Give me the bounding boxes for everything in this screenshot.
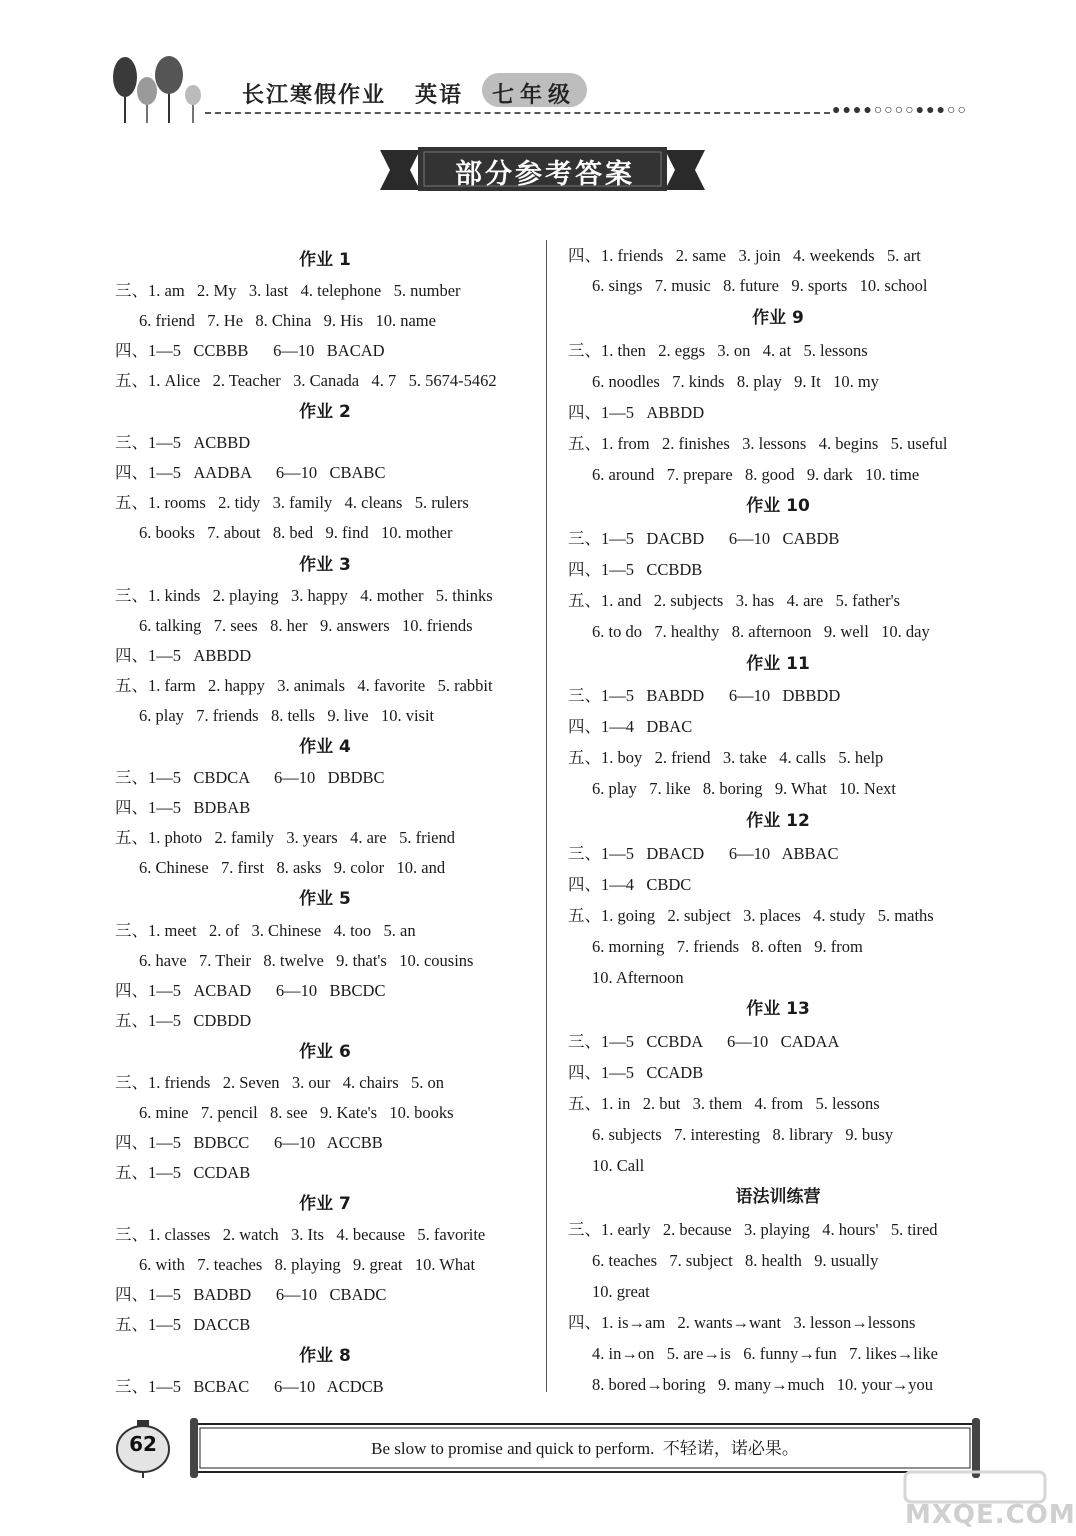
answer-line: 三、1—5 CBDCA 6—10 DBDBC (115, 768, 385, 787)
answer-line: 三、1—5 ACBBD (115, 433, 251, 452)
answer-line: 10. Call (592, 1156, 645, 1175)
assignment-heading: 作业 8 (299, 1346, 351, 1366)
answer-line: 四、1—5 ABBDD (115, 646, 252, 665)
assignment-heading: 作业 11 (746, 654, 810, 674)
answer-line: 五、1. from 2. finishes 3. lessons 4. begins 5. useful (568, 434, 948, 453)
answer-line: 五、1—5 CCDAB (115, 1163, 251, 1182)
answer-line: 三、1—5 BABDD 6—10 DBBDD (568, 686, 841, 705)
answer-line: 五、1—5 DACCB (115, 1315, 251, 1334)
answer-line: 四、1—5 BDBCC 6—10 ACCBB (115, 1133, 383, 1152)
answer-line: 10. Afternoon (592, 968, 684, 987)
assignment-heading: 语法训练营 (735, 1187, 821, 1207)
header-dashed-rule (205, 112, 830, 114)
answer-line: 四、1—5 CCADB (568, 1063, 704, 1082)
assignment-heading: 作业 9 (752, 308, 804, 328)
answer-line: 四、1. friends 2. same 3. join 4. weekends 5. art (568, 246, 921, 265)
page-number: 62 (129, 1432, 157, 1456)
answer-line: 6. around 7. prepare 8. good 9. dark 10. time (592, 465, 920, 484)
answer-line: 6. subjects 7. interesting 8. library 9. busy (592, 1125, 894, 1144)
assignment-heading: 作业 2 (299, 402, 351, 422)
answer-line: 三、1. kinds 2. playing 3. happy 4. mother 5. thinks (115, 586, 493, 605)
answer-line: 四、1—5 CCBDB (568, 560, 703, 579)
answer-line: 6. teaches 7. subject 8. health 9. usually (592, 1251, 879, 1270)
answer-line: 6. play 7. friends 8. tells 9. live 10. visit (139, 706, 435, 725)
answer-line: 三、1. meet 2. of 3. Chinese 4. too 5. an (115, 921, 416, 940)
answer-line: 四、1—5 BDBAB (115, 798, 251, 817)
answer-line: 五、1. photo 2. family 3. years 4. are 5. friend (115, 828, 456, 847)
answer-line: 四、1—4 DBAC (568, 717, 693, 736)
answer-line: 6. mine 7. pencil 8. see 9. Kate's 10. books (139, 1103, 454, 1122)
answer-line: 四、1—5 BADBD 6—10 CBADC (115, 1285, 387, 1304)
answer-line: 6. friend 7. He 8. China 9. His 10. name (139, 311, 436, 330)
answer-line: 4. in→on 5. are→is 6. funny→fun 7. likes→like (592, 1344, 939, 1363)
answer-line: 四、1. is→am 2. wants→want 3. lesson→lessons (568, 1313, 916, 1332)
answer-line: 四、1—5 ACBAD 6—10 BBCDC (115, 981, 386, 1000)
answer-line: 6. sings 7. music 8. future 9. sports 10. school (592, 276, 928, 295)
assignment-heading: 作业 6 (299, 1042, 351, 1062)
answer-line: 三、1. then 2. eggs 3. on 4. at 5. lessons (568, 341, 868, 360)
answer-line: 四、1—5 CCBBB 6—10 BACAD (115, 341, 385, 360)
answer-line: 五、1. boy 2. friend 3. take 4. calls 5. help (568, 748, 884, 767)
answer-line: 三、1—5 CCBDA 6—10 CADAA (568, 1032, 840, 1051)
answer-line: 四、1—5 ABBDD (568, 403, 705, 422)
answer-line: 三、1—5 DBACD 6—10 ABBAC (568, 844, 839, 863)
answer-line: 6. play 7. like 8. boring 9. What 10. Next (592, 779, 896, 798)
answer-line: 五、1. farm 2. happy 3. animals 4. favorite 5. rabbit (115, 676, 493, 695)
answer-line: 6. morning 7. friends 8. often 9. from (592, 937, 863, 956)
answer-line: 五、1. in 2. but 3. them 4. from 5. lessons (568, 1094, 880, 1113)
answer-line: 6. have 7. Their 8. twelve 9. that's 10. cousins (139, 951, 474, 970)
answer-line: 五、1—5 CDBDD (115, 1011, 252, 1030)
column-divider (546, 240, 547, 1392)
page-header (0, 0, 1055, 140)
answer-line: 8. bored→boring 9. many→much 10. your→you (592, 1375, 933, 1394)
book-title: 长江寒假作业 英语 (242, 83, 463, 108)
grade-label: 七年级 (492, 83, 577, 108)
trees-decoration-icon (105, 55, 215, 125)
answer-line: 6. noodles 7. kinds 8. play 9. It 10. my (592, 372, 879, 391)
assignment-heading: 作业 4 (299, 737, 351, 757)
answer-line: 五、1. rooms 2. tidy 3. family 4. cleans 5. rulers (115, 493, 469, 512)
assignment-heading: 作业 13 (746, 999, 810, 1019)
answer-line: 10. great (592, 1282, 650, 1301)
assignment-heading: 作业 3 (299, 555, 351, 575)
answer-line: 五、1. Alice 2. Teacher 3. Canada 4. 7 5. 5674-5462 (115, 371, 497, 390)
answer-banner-title: 部分参考答案 (455, 159, 635, 190)
assignment-heading: 作业 1 (299, 250, 351, 270)
header-dots: ●●●●○○○○●●●○○ (832, 103, 968, 118)
answer-line: 6. to do 7. healthy 8. afternoon 9. well 10. day (592, 622, 930, 641)
answer-line: 三、1. friends 2. Seven 3. our 4. chairs 5. on (115, 1073, 445, 1092)
assignment-heading: 作业 7 (299, 1194, 351, 1214)
watermark-text: MXQE.COM (905, 1500, 1076, 1530)
answer-line: 三、1. classes 2. watch 3. Its 4. because 5. favorite (115, 1225, 486, 1244)
footer-motto: Be slow to promise and quick to perform. 不轻诺，诺必果。 (371, 1439, 799, 1458)
answer-line: 6. talking 7. sees 8. her 9. answers 10. friends (139, 616, 473, 635)
answer-line: 三、1. early 2. because 3. playing 4. hours' 5. tired (568, 1220, 938, 1239)
answer-line: 五、1. and 2. subjects 3. has 4. are 5. father's (568, 591, 900, 610)
answer-line: 五、1. going 2. subject 3. places 4. study 5. maths (568, 906, 934, 925)
assignment-heading: 作业 12 (746, 811, 810, 831)
answer-line: 6. Chinese 7. first 8. asks 9. color 10. and (139, 858, 446, 877)
answer-line: 四、1—4 CBDC (568, 875, 692, 894)
answer-line: 6. books 7. about 8. bed 9. find 10. mother (139, 523, 453, 542)
answer-line: 6. with 7. teaches 8. playing 9. great 10. What (139, 1255, 476, 1274)
answer-line: 三、1. am 2. My 3. last 4. telephone 5. number (115, 281, 461, 300)
answer-line: 四、1—5 AADBA 6—10 CBABC (115, 463, 386, 482)
answer-line: 三、1—5 DACBD 6—10 CABDB (568, 529, 840, 548)
answer-line: 三、1—5 BCBAC 6—10 ACDCB (115, 1377, 384, 1396)
assignment-heading: 作业 5 (299, 889, 351, 909)
assignment-heading: 作业 10 (746, 496, 810, 516)
